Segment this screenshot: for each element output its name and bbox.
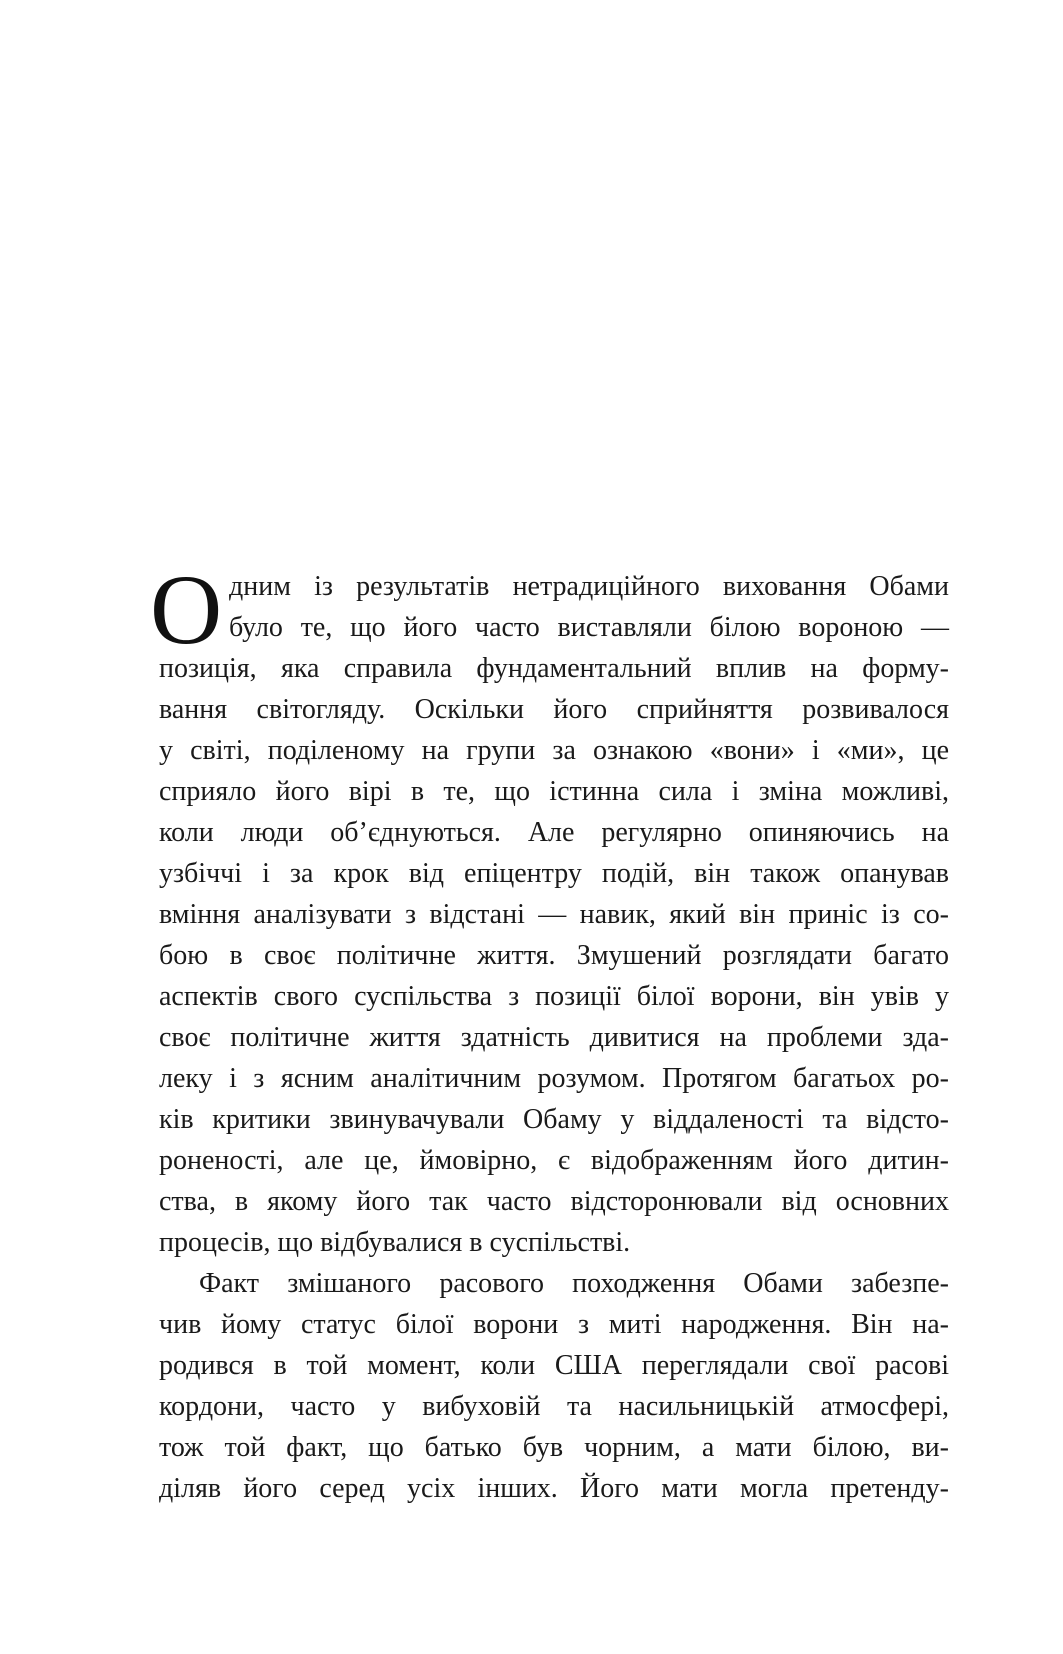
text-line: бою в своє політичне життя. Змушений розглядати багато (159, 940, 949, 971)
text-line: роненості, але це, ймовірно, є відображенням його дитин- (159, 1145, 949, 1176)
text-line: коли люди об’єднуються. Але регулярно опиняючись на (159, 817, 949, 848)
text-line: позиція, яка справила фундаментальний вплив на форму- (159, 653, 949, 684)
text-line: аспектів свого суспільства з позиції білої ворони, він увів у (159, 981, 949, 1012)
text-line: тож той факт, що батько був чорним, а мати білою, ви- (159, 1432, 949, 1463)
text-line: ства, в якому його так часто відсторонювали від основних (159, 1186, 949, 1217)
text-line: сприяло його вірі в те, що істинна сила і зміна можливі, (159, 776, 949, 807)
body-text (159, 566, 949, 1509)
text-line: своє політичне життя здатність дивитися на проблеми зда- (159, 1022, 949, 1053)
text-line: вання світогляду. Оскільки його сприйняття розвивалося (159, 694, 949, 725)
text-line: ків критики звинувачували Обаму у віддаленості та відсто- (159, 1104, 949, 1135)
text-line: леку і з ясним аналітичним розумом. Протягом багатьох ро- (159, 1063, 949, 1094)
text-line: чив йому статус білої ворони з миті народження. Він на- (159, 1309, 949, 1340)
text-line: процесів, що відбувалися в суспільстві. (159, 1227, 631, 1258)
text-line: було те, що його часто виставляли білою вороною — (229, 612, 949, 643)
paragraph-2 (159, 1263, 949, 1509)
text-line: дним із результатів нетрадиційного виховання Обами (229, 571, 949, 602)
text-line: родився в той момент, коли США переглядали свої расові (159, 1350, 949, 1381)
paragraph-1 (159, 566, 949, 1263)
text-line: діляв його серед усіх інших. Його мати могла претенду- (159, 1473, 949, 1504)
drop-cap-letter: О (150, 554, 223, 665)
text-line: Факт змішаного расового походження Обами забезпе- (199, 1268, 949, 1299)
text-line: у світі, поділеному на групи за ознакою «вони» і «ми», це (159, 735, 949, 766)
text-line: узбіччі і за крок від епіцентру подій, він також опанував (159, 858, 949, 889)
text-line: кордони, часто у вибуховій та насильницькій атмосфері, (159, 1391, 949, 1422)
text-line: вміння аналізувати з відстані — навик, який він приніс із со- (159, 899, 949, 930)
